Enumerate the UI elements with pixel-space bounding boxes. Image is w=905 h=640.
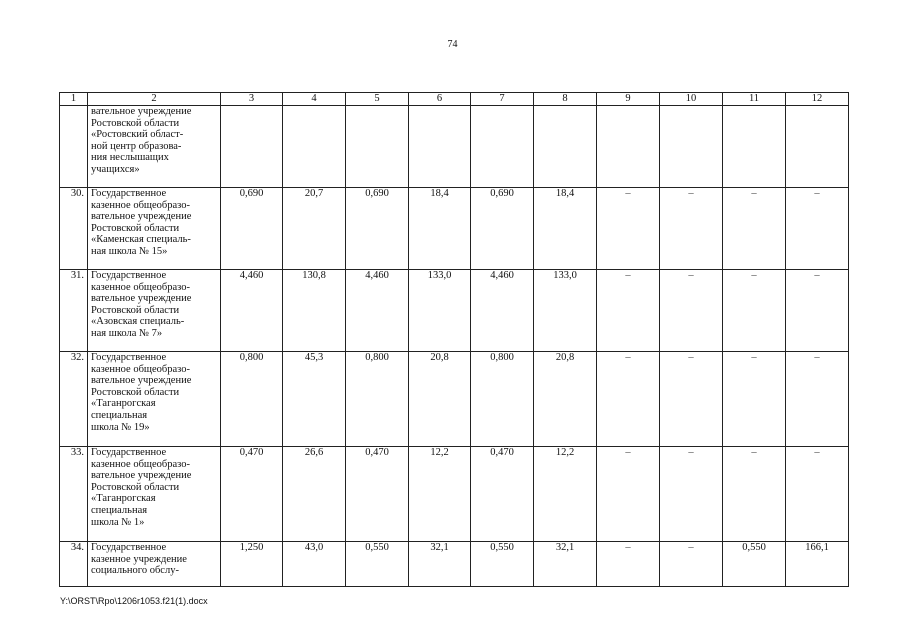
- column-header: 2: [88, 93, 221, 106]
- column-header: 6: [409, 93, 471, 106]
- value-cell: 45,3: [283, 352, 346, 447]
- value-cell: 0,550: [346, 542, 409, 587]
- file-path-footer: Y:\ORST\Rpo\1206r1053.f21(1).docx: [60, 596, 208, 606]
- value-cell: 0,690: [471, 188, 534, 270]
- value-cell: 0,800: [221, 352, 283, 447]
- value-cell: –: [723, 188, 786, 270]
- value-cell: –: [786, 270, 849, 352]
- value-cell: 4,460: [471, 270, 534, 352]
- institution-name: Государственное казенное общеобразо- вательное учреждение Ростовской области «Азовская специаль- ная школа № 7»: [88, 270, 221, 352]
- table-header-row: [60, 93, 849, 106]
- value-cell: –: [660, 352, 723, 447]
- value-cell: [597, 106, 660, 188]
- value-cell: 0,550: [723, 542, 786, 587]
- value-cell: 26,6: [283, 447, 346, 542]
- value-cell: 133,0: [534, 270, 597, 352]
- table-row: [60, 188, 849, 270]
- row-number: 33.: [60, 447, 88, 542]
- value-cell: 12,2: [409, 447, 471, 542]
- value-cell: 4,460: [346, 270, 409, 352]
- value-cell: [534, 106, 597, 188]
- value-cell: –: [786, 352, 849, 447]
- value-cell: 0,470: [346, 447, 409, 542]
- row-number: 30.: [60, 188, 88, 270]
- row-number: 31.: [60, 270, 88, 352]
- institution-name: Государственное казенное общеобразо- вательное учреждение Ростовской области «Таганрогская специальная школа № 1»: [88, 447, 221, 542]
- value-cell: [409, 106, 471, 188]
- value-cell: 20,7: [283, 188, 346, 270]
- institution-name: Государственное казенное общеобразо- вательное учреждение Ростовской области «Таганрогская специальная школа № 19»: [88, 352, 221, 447]
- table-row: [60, 542, 849, 587]
- row-number: [60, 106, 88, 188]
- value-cell: –: [660, 542, 723, 587]
- value-cell: –: [786, 188, 849, 270]
- row-number: 32.: [60, 352, 88, 447]
- value-cell: 133,0: [409, 270, 471, 352]
- column-header: 10: [660, 93, 723, 106]
- institution-name: вательное учреждение Ростовской области «Ростовский област- ной центр образова- ния неслышащих учащихся»: [88, 106, 221, 188]
- table-row: [60, 352, 849, 447]
- column-header: 3: [221, 93, 283, 106]
- value-cell: [346, 106, 409, 188]
- value-cell: 43,0: [283, 542, 346, 587]
- value-cell: –: [723, 352, 786, 447]
- value-cell: –: [597, 352, 660, 447]
- column-header: 7: [471, 93, 534, 106]
- value-cell: –: [723, 447, 786, 542]
- table-row: [60, 270, 849, 352]
- value-cell: [221, 106, 283, 188]
- value-cell: –: [597, 188, 660, 270]
- value-cell: 20,8: [534, 352, 597, 447]
- institution-name: Государственное казенное учреждение социального обслу-: [88, 542, 221, 587]
- value-cell: –: [660, 188, 723, 270]
- value-cell: 0,470: [471, 447, 534, 542]
- value-cell: 4,460: [221, 270, 283, 352]
- value-cell: –: [660, 270, 723, 352]
- value-cell: [786, 106, 849, 188]
- value-cell: 166,1: [786, 542, 849, 587]
- value-cell: [660, 106, 723, 188]
- column-header: 8: [534, 93, 597, 106]
- table-row: [60, 447, 849, 542]
- value-cell: 12,2: [534, 447, 597, 542]
- value-cell: 130,8: [283, 270, 346, 352]
- value-cell: 18,4: [534, 188, 597, 270]
- value-cell: –: [597, 447, 660, 542]
- value-cell: 0,800: [471, 352, 534, 447]
- institution-name: Государственное казенное общеобразо- вательное учреждение Ростовской области «Каменская специаль- ная школа № 15»: [88, 188, 221, 270]
- column-header: 4: [283, 93, 346, 106]
- value-cell: –: [660, 447, 723, 542]
- value-cell: [471, 106, 534, 188]
- value-cell: [723, 106, 786, 188]
- value-cell: 32,1: [534, 542, 597, 587]
- value-cell: –: [786, 447, 849, 542]
- table-row: [60, 106, 849, 188]
- budget-table: [59, 92, 849, 587]
- value-cell: 0,470: [221, 447, 283, 542]
- value-cell: 0,690: [346, 188, 409, 270]
- value-cell: 0,800: [346, 352, 409, 447]
- value-cell: 0,690: [221, 188, 283, 270]
- value-cell: 20,8: [409, 352, 471, 447]
- column-header: 12: [786, 93, 849, 106]
- value-cell: 0,550: [471, 542, 534, 587]
- column-header: 5: [346, 93, 409, 106]
- column-header: 1: [60, 93, 88, 106]
- value-cell: –: [597, 270, 660, 352]
- value-cell: 18,4: [409, 188, 471, 270]
- column-header: 11: [723, 93, 786, 106]
- row-number: 34.: [60, 542, 88, 587]
- value-cell: –: [723, 270, 786, 352]
- value-cell: 32,1: [409, 542, 471, 587]
- column-header: 9: [597, 93, 660, 106]
- value-cell: [283, 106, 346, 188]
- page-number: 74: [447, 39, 458, 50]
- value-cell: –: [597, 542, 660, 587]
- value-cell: 1,250: [221, 542, 283, 587]
